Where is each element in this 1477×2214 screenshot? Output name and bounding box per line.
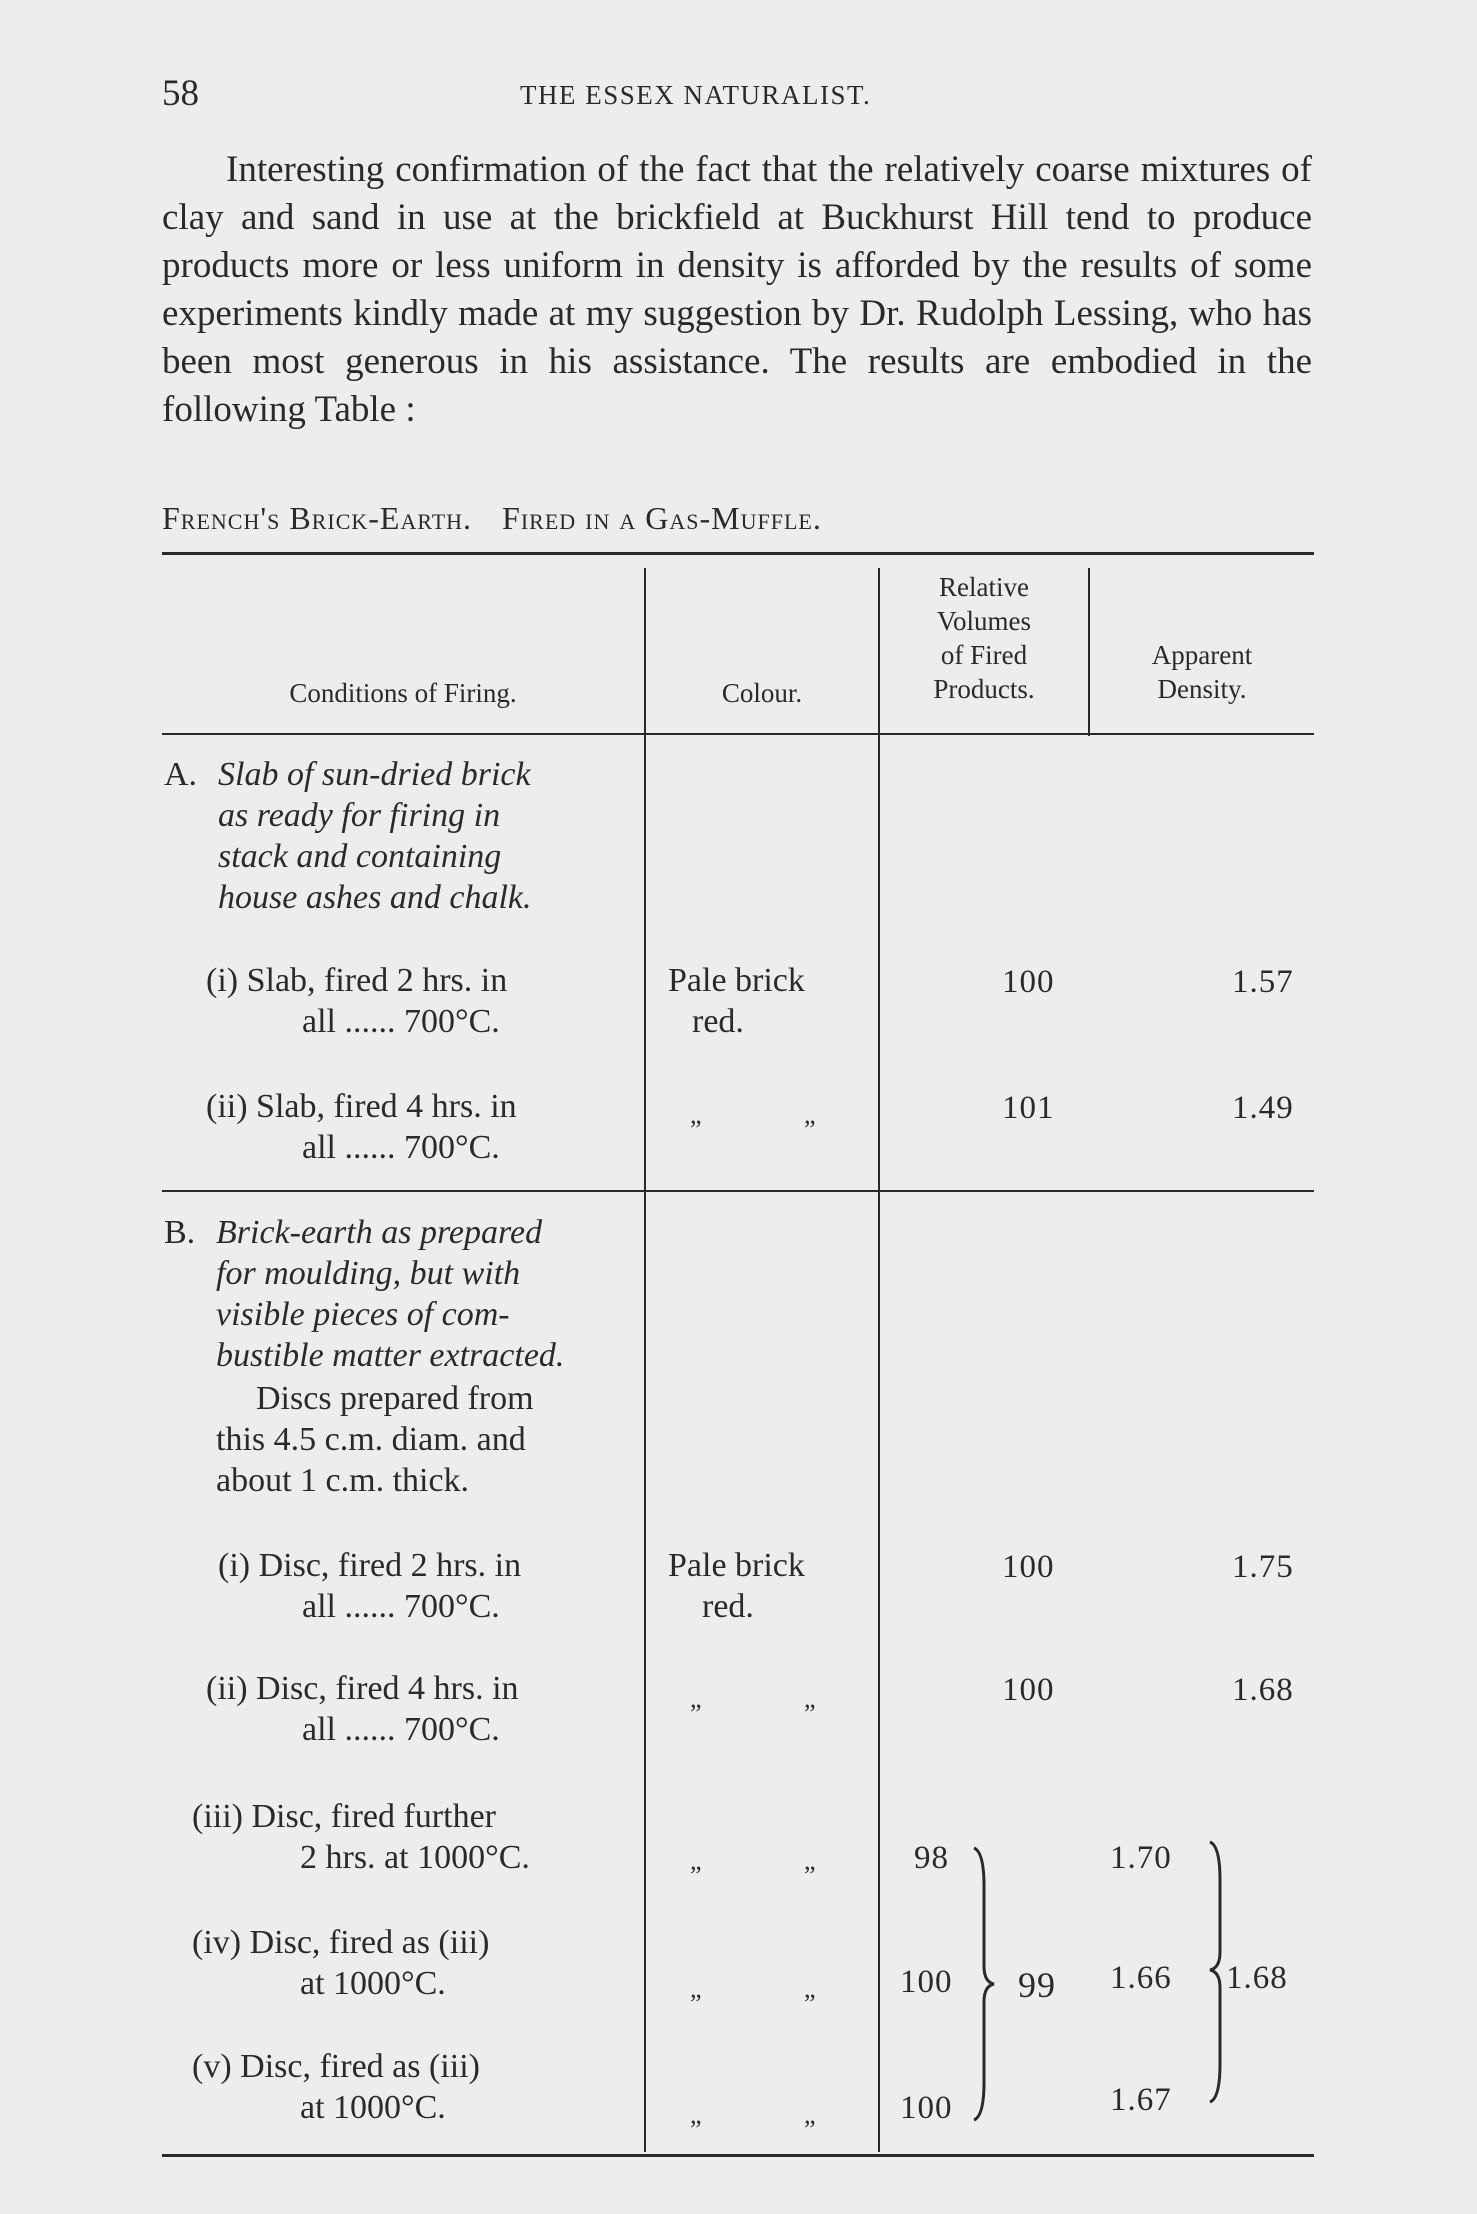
table-row-b-iii-density: 1.70	[1110, 1840, 1172, 1876]
table-row-b-ii-conditions: (ii) Disc, fired 4 hrs. in all ...... 700°C.	[206, 1670, 519, 1748]
table-caption	[162, 500, 822, 537]
table-row-a-ii-density: 1.49	[1232, 1090, 1294, 1126]
column-divider	[644, 568, 646, 2152]
header-bottom-rule	[162, 733, 1314, 735]
table-row-b-iii-colour-ditto: „ „	[690, 1846, 864, 1875]
table-row-b-i-volume: 100	[1002, 1549, 1055, 1585]
section-b-title: Brick-earth as prepared for moulding, but with visible pieces of com- bustible matter extracted.	[216, 1214, 565, 1374]
intro-paragraph	[162, 146, 1312, 434]
table-row-b-v-colour-ditto: „ „	[690, 2100, 864, 2129]
column-divider	[878, 568, 880, 2152]
table-row-b-iv-volume: 100	[900, 1964, 953, 2000]
table-row-b-ii-volume: 100	[1002, 1672, 1055, 1708]
table-row-b-iii-volume: 98	[914, 1840, 949, 1876]
table-row-a-i-conditions: (i) Slab, fired 2 hrs. in all ...... 700°C.	[206, 962, 508, 1040]
table-row-b-i-density: 1.75	[1232, 1549, 1294, 1585]
page-number: 58	[162, 73, 199, 114]
table-row-b-iii-conditions: (iii) Disc, fired further 2 hrs. at 1000°C.	[192, 1798, 530, 1876]
header-apparent-density: Apparent Density.	[1151, 640, 1253, 704]
density-bracket-mean: 1.68	[1226, 1960, 1288, 1996]
volume-bracket	[970, 1846, 1000, 2122]
table-row-a-i-colour: Pale brick red.	[668, 962, 805, 1040]
intro-text: Interesting confirmation of the fact that the relatively coarse mixtures of clay and sand in use at the brickfield at Buckhurst Hill tend to produce products more or less uniform in density is afforded by the results of some experiments kindly made at my suggestion by Dr. Rudolph Lessing, who has been most generous in his assistance. The results are embodied in the following Table :	[162, 149, 1312, 430]
table-row-b-iv-density: 1.66	[1110, 1960, 1172, 1996]
table-row-a-ii-volume: 101	[1002, 1090, 1055, 1126]
caption-material: French's Brick-Earth.	[162, 500, 473, 536]
table-row-b-ii-density: 1.68	[1232, 1672, 1294, 1708]
table-row-b-iv-colour-ditto: „ „	[690, 1974, 864, 2003]
table-row-b-v-density: 1.67	[1110, 2082, 1172, 2118]
table-row-a-i-density: 1.57	[1232, 964, 1294, 1000]
table-bottom-rule	[162, 2154, 1314, 2157]
volume-bracket-mean: 99	[1018, 1965, 1056, 2005]
table-row-b-ii-colour-ditto: „ „	[690, 1684, 864, 1713]
header-conditions: Conditions of Firing.	[289, 678, 517, 708]
table-row-b-v-conditions: (v) Disc, fired as (iii) at 1000°C.	[192, 2048, 480, 2126]
section-a-label: A.	[164, 756, 198, 793]
table-row-b-i-colour: Pale brick red.	[668, 1547, 805, 1625]
table-row-a-i-volume: 100	[1002, 964, 1055, 1000]
caption-method: Fired in a Gas-Muffle.	[502, 500, 822, 536]
table-row-b-i-conditions: (i) Disc, fired 2 hrs. in all ...... 700°C.	[218, 1547, 522, 1625]
table-row-b-iv-conditions: (iv) Disc, fired as (iii) at 1000°C.	[192, 1924, 490, 2002]
table-row-b-v-volume: 100	[900, 2090, 953, 2126]
header-relative-volumes: Relative Volumes of Fired Products.	[933, 572, 1035, 704]
section-divider-rule	[162, 1190, 1314, 1192]
table-row-a-ii-colour-ditto: „ „	[690, 1100, 864, 1129]
section-a-title: Slab of sun-dried brick as ready for firing in stack and containing house ashes and chalk.	[218, 756, 532, 916]
table-row-a-ii-conditions: (ii) Slab, fired 4 hrs. in all ...... 700°C.	[206, 1088, 517, 1166]
header-colour: Colour.	[721, 678, 803, 708]
section-b-label: B.	[164, 1214, 196, 1251]
table-top-rule	[162, 552, 1314, 555]
section-b-note: Discs prepared from this 4.5 c.m. diam. and about 1 c.m. thick.	[216, 1380, 534, 1499]
running-title: THE ESSEX NATURALIST.	[520, 80, 872, 110]
